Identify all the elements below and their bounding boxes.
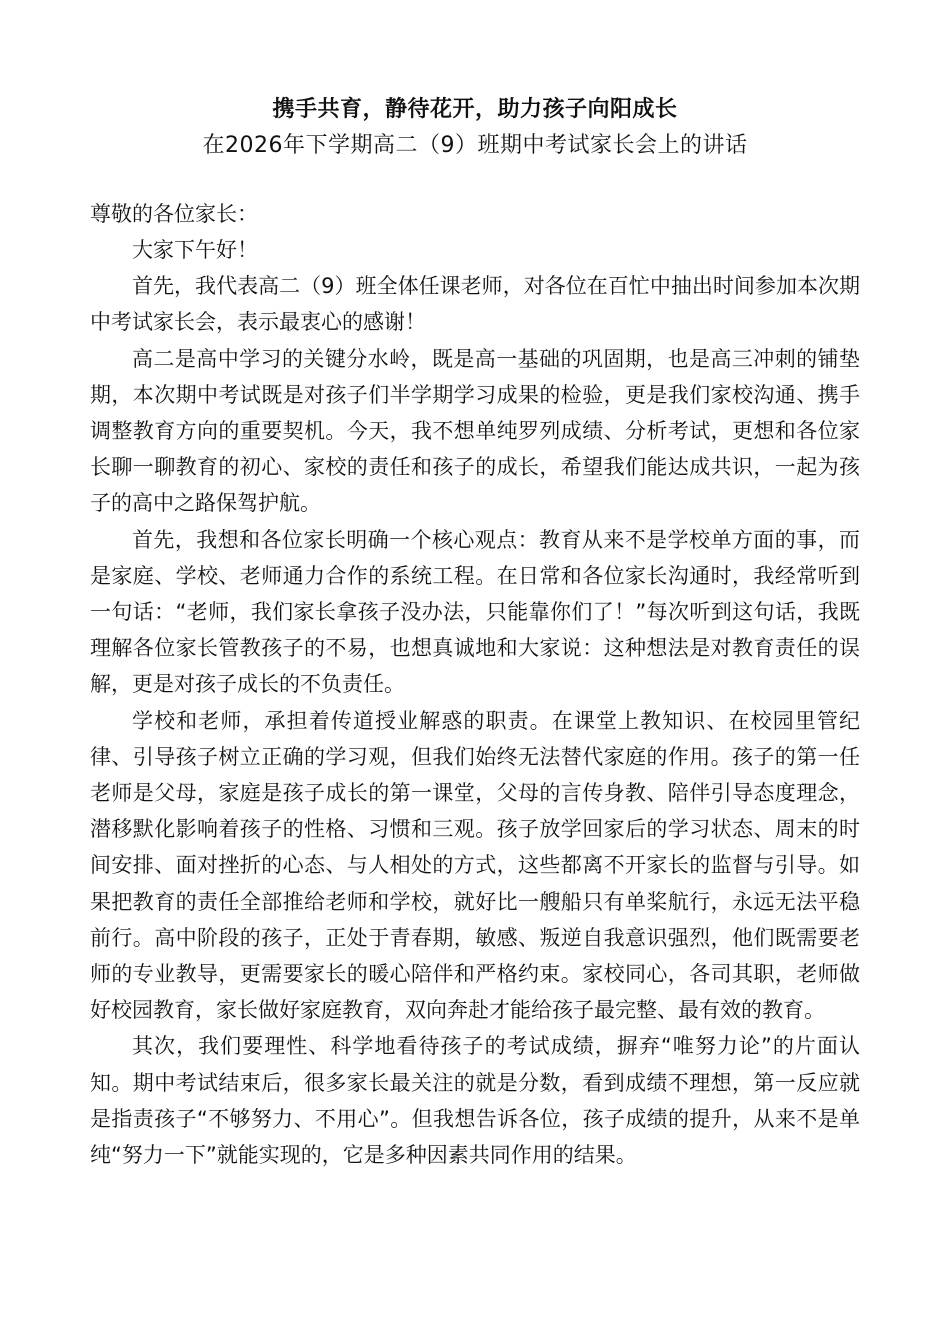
document-page <box>90 92 860 1173</box>
paragraph-greeting: 大家下午好！ <box>132 238 258 262</box>
paragraph-intro: 高二是高中学习的关键分水岭，既是高一基础的巩固期，也是高三冲刺的铺垫期，本次期中考试既是对孩子们半学期学习成果的检验，更是我们家校沟通、携手调整教育方向的重要契机。今天，我不想单纯罗列成绩、分析考试，更想和各位家长聊一聊教育的初心、家校的责任和孩子的成长，希望我们能达成共识，一起为孩子的高中之路保驾护航。 <box>90 346 860 516</box>
paragraph-core-view: 首先，我想和各位家长明确一个核心观点：教育从来不是学校单方面的事，而是家庭、学校、老师通力合作的系统工程。在日常和各位家长沟通时，我经常听到一句话：“老师，我们家长拿孩子没办法，只能靠你们了！”每次听到这句话，我既理解各位家长管教孩子的不易，也想真诚地和大家说：这种想法是对教育责任的误解，更是对孩子成长的不负责任。 <box>90 527 860 697</box>
document-subtitle: 在2026年下学期高二（9）班期中考试家长会上的讲话 <box>202 133 748 158</box>
paragraph-school-role: 学校和老师，承担着传道授业解惑的职责。在课堂上教知识、在校园里管纪律、引导孩子树立正确的学习观，但我们始终无法替代家庭的作用。孩子的第一任老师是父母，家庭是孩子成长的第一课堂，父母的言传身教、陪伴引导态度理念，潜移默化影响着孩子的性格、习惯和三观。孩子放学回家后的学习状态、周末的时间安排、面对挫折的心态、与人相处的方式，这些都离不开家长的监督与引导。如果把教育的责任全部推给老师和学校，就好比一艘船只有单桨航行，永远无法平稳前行。高中阶段的孩子，正处于青春期，敏感、叛逆自我意识强烈，他们既需要老师的专业教导，更需要家长的暖心陪伴和严格约束。家校同心，各司其职，老师做好校园教育，家长做好家庭教育，双向奔赴才能给孩子最完整、最有效的教育。 <box>90 708 860 1023</box>
paragraph-scores: 其次，我们要理性、科学地看待孩子的考试成绩，摒弃“唯努力论”的片面认知。期中考试结束后，很多家长最关注的就是分数，看到成绩不理想，第一反应就是指责孩子“不够努力、不用心”。但我想告诉各位，孩子成绩的提升，从来不是单纯“努力一下”就能实现的，它是多种因素共同作用的结果。 <box>90 1034 860 1168</box>
title-spacer <box>90 164 860 196</box>
salutation: 尊敬的各位家长： <box>90 202 258 226</box>
paragraph-thanks: 首先，我代表高二（9）班全体任课老师，对各位在百忙中抽出时间参加本次期中考试家长会，表示最衷心的感谢！ <box>90 274 860 335</box>
document-title: 携手共育，静待花开，助力孩子向阳成长 <box>272 97 678 122</box>
